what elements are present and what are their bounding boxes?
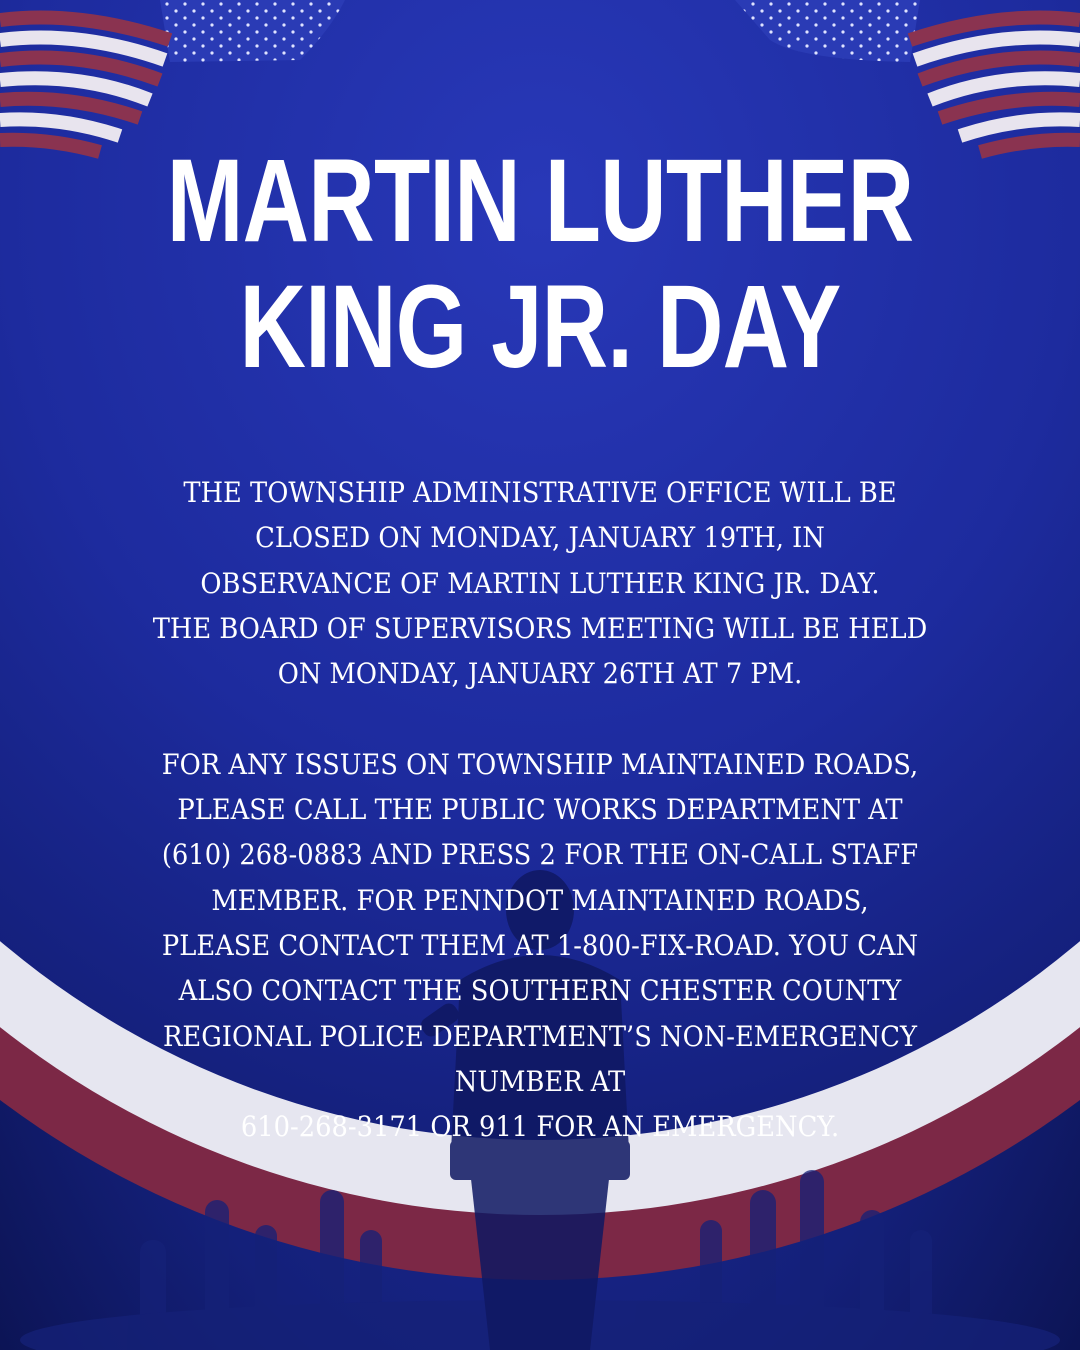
notice-line: (610) 268-0883 AND PRESS 2 FOR THE ON-CALL STAFF — [161, 838, 919, 872]
notice-line: PLEASE CONTACT THEM AT 1-800-FIX-ROAD. YOU CAN — [161, 928, 919, 962]
notice-line: OBSERVANCE OF MARTIN LUTHER KING JR. DAY. — [200, 566, 880, 600]
notice-line: NUMBER AT — [454, 1064, 626, 1098]
notice-line: FOR ANY ISSUES ON TOWNSHIP MAINTAINED ROADS, — [161, 747, 919, 781]
notice-line: THE TOWNSHIP ADMINISTRATIVE OFFICE WILL BE — [183, 476, 897, 509]
notice-line: ON MONDAY, JANUARY 26TH AT 7 PM. — [277, 657, 803, 691]
notice-line: CLOSED ON MONDAY, JANUARY 19TH, IN — [255, 521, 825, 555]
title-line-1: MARTIN LUTHER — [166, 135, 914, 267]
page-title — [0, 135, 1080, 393]
notice-line: PLEASE CALL THE PUBLIC WORKS DEPARTMENT AT — [177, 793, 903, 827]
notice-text — [60, 470, 1020, 1149]
notice-line: MEMBER. FOR PENNDOT MAINTAINED ROADS, — [211, 883, 869, 917]
title-line-2: KING JR. DAY — [239, 261, 841, 393]
notice-line: REGIONAL POLICE DEPARTMENT’S NON-EMERGENCY — [163, 1019, 917, 1053]
notice-line: THE BOARD OF SUPERVISORS MEETING WILL BE HELD — [152, 611, 928, 645]
notice-line: 610-268-3171 OR 911 FOR AN EMERGENCY. — [240, 1110, 840, 1144]
paragraph-gap — [60, 696, 1020, 741]
notice-line: ALSO CONTACT THE SOUTHERN CHESTER COUNTY — [178, 974, 902, 1008]
